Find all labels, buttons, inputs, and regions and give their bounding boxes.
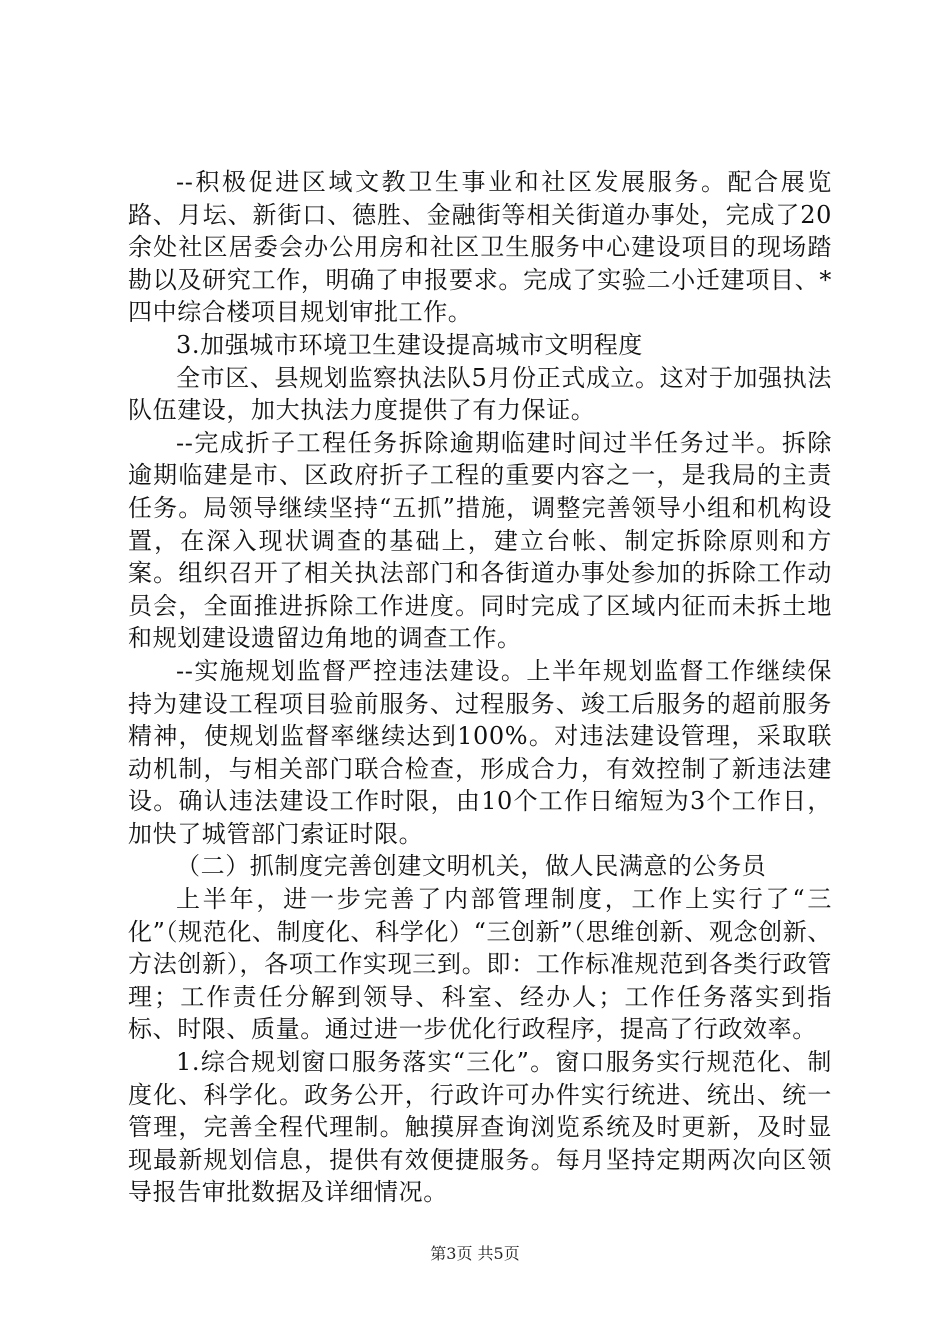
- paragraph-5: --实施规划监督严控违法建设。上半年规划监督工作继续保持为建设工程项目验前服务、过程服务、竣工后服务的超前服务精神，使规划监督率继续达到100%。对违法建设管理，采取联动机制，与相关部门联合检查，形成合力，有效控制了新违法建设。确认违法建设工作时限，由10个工作日缩短为3个工作日，加快了城管部门索证时限。: [128, 656, 832, 848]
- paragraph-3: 全市区、县规划监察执法队5月份正式成立。这对于加强执法队伍建设，加大执法力度提供了有力保证。: [128, 363, 832, 425]
- paragraph-7: 上半年，进一步完善了内部管理制度，工作上实行了“三化”（规范化、制度化、科学化）“三创新”（思维创新、观念创新、方法创新），各项工作实现三到。即：工作标准规范到各类行政管理；工作责任分解到领导、科室、经办人；工作任务落实到指标、时限、质量。通过进一步优化行政程序，提高了行政效率。: [128, 885, 832, 1044]
- page-footer: 第3页 共5页: [430, 1244, 520, 1263]
- document-body: [128, 166, 832, 1209]
- paragraph-4: --完成折子工程任务拆除逾期临建时间过半任务过半。拆除逾期临建是市、区政府折子工程的重要内容之一，是我局的主责任务。局领导继续坚持“五抓”措施，调整完善领导小组和机构设置，在深入现状调查的基础上，建立台帐、制定拆除原则和方案。组织召开了相关执法部门和各街道办事处参加的拆除工作动员会，全面推进拆除工作进度。同时完成了区域内征而未拆土地和规划建设遗留边角地的调查工作。: [128, 428, 832, 653]
- section-heading-3: 3.加强城市环境卫生建设提高城市文明程度: [176, 330, 643, 359]
- paragraph-8: 1.综合规划窗口服务落实“三化”。窗口服务实行规范化、制度化、科学化。政务公开，行政许可办件实行统进、统出、统一管理，完善全程代理制。触摸屏查询浏览系统及时更新，及时显现最新规划信息，提供有效便捷服务。每月坚持定期两次向区领导报告审批数据及详细情况。: [128, 1048, 832, 1207]
- paragraph-1: --积极促进区域文教卫生事业和社区发展服务。配合展览路、月坛、新街口、德胜、金融街等相关街道办事处，完成了20余处社区居委会办公用房和社区卫生服务中心建设项目的现场踏勘以及研究工作，明确了申报要求。完成了实验二小迁建项目、*四中综合楼项目规划审批工作。: [128, 168, 832, 327]
- section-heading-2: （二）抓制度完善创建文明机关，做人民满意的公务员: [176, 852, 767, 881]
